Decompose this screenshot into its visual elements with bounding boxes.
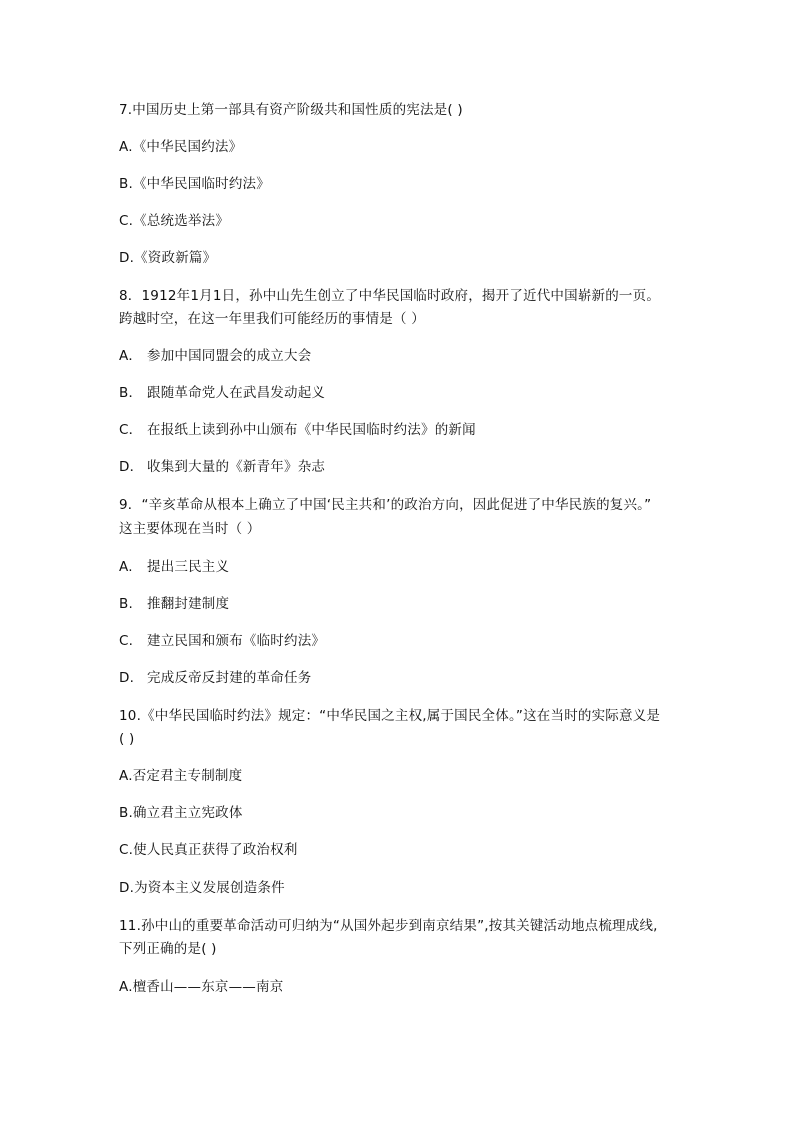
option-label: C. <box>119 213 134 229</box>
question-10-option-b <box>119 804 719 822</box>
question-9-option-c <box>119 632 719 650</box>
option-label: C． <box>119 422 143 438</box>
question-10-option-c <box>119 841 719 859</box>
option-text: 提出三民主义 <box>147 559 230 575</box>
question-9-option-a <box>119 558 719 576</box>
question-9-option-b <box>119 595 719 613</box>
question-9-stem-line-1: 9．“辛亥革命从根本上确立了中国‘民主共和’的政治方向，因此促进了中华民族的复兴。” <box>119 497 652 513</box>
question-7-option-c <box>119 212 719 230</box>
option-label: D． <box>119 459 144 475</box>
option-text: 确立君主立宪政体 <box>132 805 243 821</box>
question-8-stem-line-2: 跨越时空，在这一年里我们可能经历的事情是（ ） <box>119 311 425 327</box>
option-text: 参加中国同盟会的成立大会 <box>147 348 312 364</box>
option-label: B. <box>119 596 133 612</box>
option-label: B． <box>119 385 143 401</box>
option-label: D. <box>119 880 135 896</box>
question-11-stem-line-1: 11.孙中山的重要革命活动可归纳为“从国外起步到南京结果”,按其关键活动地点梳理成线, <box>119 918 658 934</box>
option-text: 为资本主义发展创造条件 <box>134 880 285 896</box>
question-11-option-a <box>119 978 719 996</box>
question-10-option-d <box>119 879 719 897</box>
question-8-option-d <box>119 458 719 476</box>
question-8-option-b <box>119 384 719 402</box>
option-label: A. <box>119 559 133 575</box>
question-7-stem: 7.中国历史上第一部具有资产阶级共和国性质的宪法是( ) <box>119 102 463 118</box>
option-label: C. <box>119 842 134 858</box>
option-text: 完成反帝反封建的革命任务 <box>147 670 312 686</box>
option-label: B. <box>119 176 133 192</box>
option-text: 《中华民国约法》 <box>132 139 243 155</box>
question-8-option-c <box>119 421 719 439</box>
option-text: 在报纸上读到孙中山颁布《中华民国临时约法》的新闻 <box>147 422 476 438</box>
option-text: 建立民国和颁布《临时约法》 <box>147 633 326 649</box>
question-10-stem-line-2: ( ) <box>119 731 135 747</box>
option-label: A. <box>119 768 133 784</box>
question-7-option-b <box>119 175 719 193</box>
question-8-option-a <box>119 347 719 365</box>
option-text: 否定君主专制制度 <box>132 768 243 784</box>
option-text: 跟随革命党人在武昌发动起义 <box>147 385 326 401</box>
question-8-stem-line-1: 8．1912年1月1日，孙中山先生创立了中华民国临时政府，揭开了近代中国崭新的一页。 <box>119 288 661 304</box>
option-text: 收集到大量的《新青年》杂志 <box>147 459 326 475</box>
option-label: D. <box>119 250 135 266</box>
option-label: A． <box>119 348 143 364</box>
option-label: A. <box>119 979 133 995</box>
question-7-option-a <box>119 138 719 156</box>
option-label: A. <box>119 139 133 155</box>
option-text: 《总统选举法》 <box>133 213 230 229</box>
option-text: 推翻封建制度 <box>147 596 230 612</box>
option-text: 檀香山——东京——南京 <box>132 979 284 995</box>
question-11-stem-line-2: 下列正确的是( ) <box>119 941 217 957</box>
question-10-option-a <box>119 767 719 785</box>
option-text: 《中华民国临时约法》 <box>132 176 270 192</box>
option-text: 使人民真正获得了政治权利 <box>133 842 298 858</box>
question-9-option-d <box>119 669 719 687</box>
question-10-stem-line-1: 10.《中华民国临时约法》规定：“中华民国之主权,属于国民全体。”这在当时的实际意义是 <box>119 708 661 724</box>
question-7-option-d <box>119 249 719 267</box>
option-label: D. <box>119 670 135 686</box>
option-label: B. <box>119 805 133 821</box>
option-label: C. <box>119 633 134 649</box>
option-text: 《资政新篇》 <box>134 250 217 266</box>
question-9-stem-line-2: 这主要体现在当时（ ） <box>119 521 261 537</box>
